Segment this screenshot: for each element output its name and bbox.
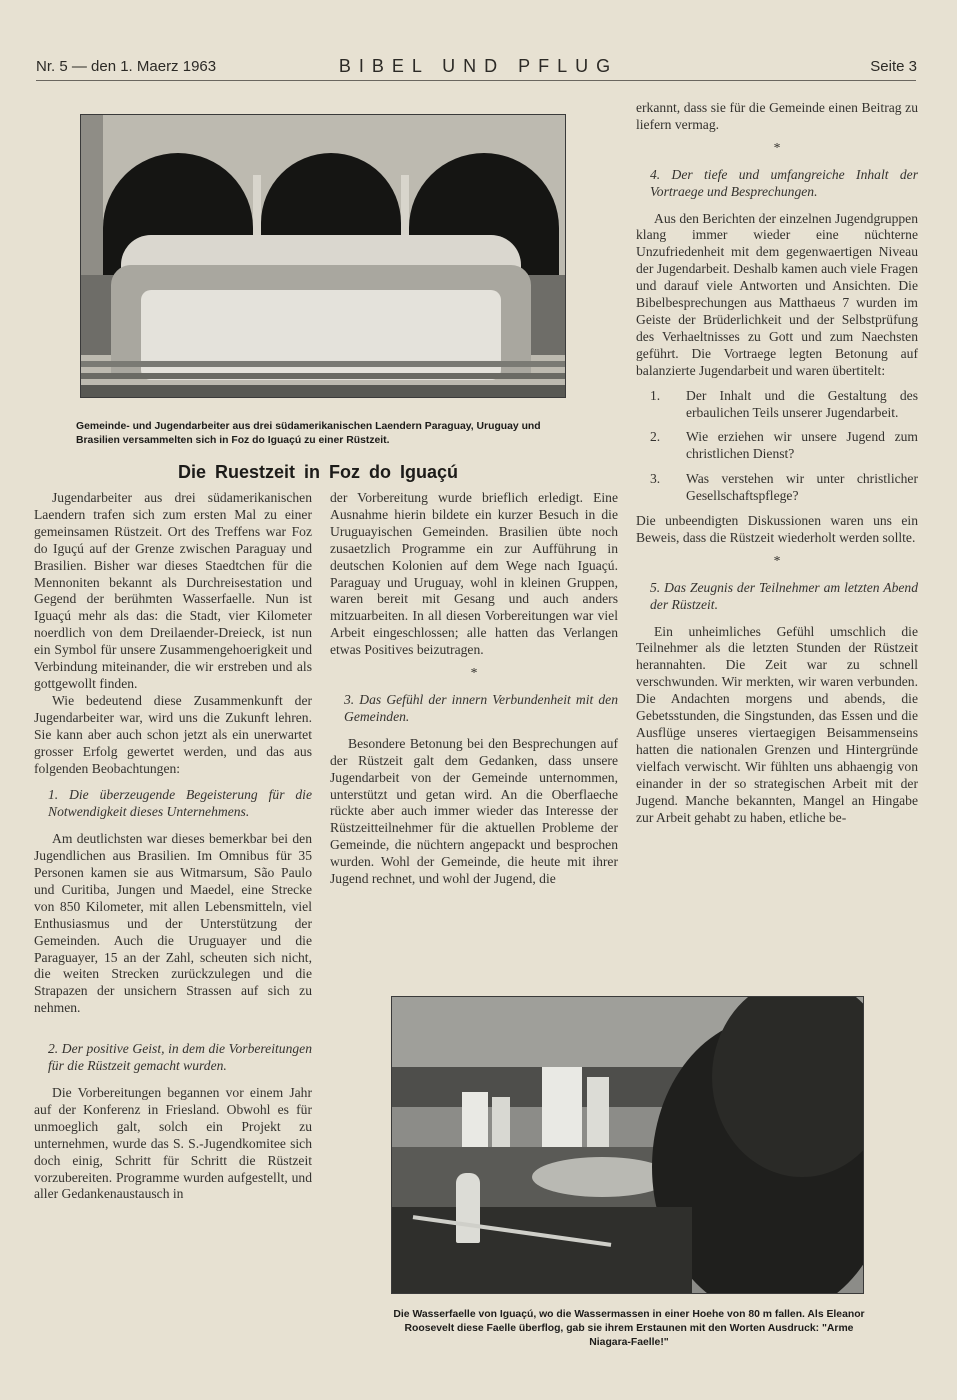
section-heading: 2. Der positive Geist, in dem die Vorbereitungen für die Rüstzeit gemacht wurden. [48, 1041, 312, 1074]
page-number: Seite 3 [870, 58, 917, 75]
paragraph: Die unbeendigten Diskussionen waren uns ein Beweis, dass die Rüstzeit wiederholt werden sollte. [636, 513, 918, 545]
separator-star: * [470, 665, 478, 681]
article-title: Die Ruestzeit in Foz do Iguaçú [178, 462, 459, 482]
article-column-3 [636, 100, 918, 826]
article-column-2 [330, 490, 618, 888]
lecture-list [636, 388, 918, 505]
publication-title: BIBEL UND PFLUG [338, 56, 619, 76]
list-item: 2. Wie erziehen wir unsere Jugend zum christlichen Dienst? [650, 429, 918, 462]
group-photo-caption: Gemeinde- und Jugendarbeiter aus drei südamerikanischen Laendern Paraguay, Uruguay und Brasilien versammelten sich in Foz do Iguaçú zu einer Rüstzeit. [76, 421, 541, 446]
section-heading: 1. Die überzeugende Begeisterung für die Notwendigkeit dieses Unternehmens. [48, 787, 312, 820]
paragraph: Ein unheimliches Gefühl umschlich die Teilnehmer als die letzten Stunden der Rüstzeit herannahten. Die Zeit war zu schnell verschwunden. Wir merkten, wir waren verbunden. Die Andachten morgens und abends, die Gebetsstunden, die Singstunden, das Essen und die Ausflüge unseres viertaegigen Beisammenseins hatten die nationalen Grenzen und Hintergründe vielfach verwischt. Wir fühlten uns abhaengig von einander in der so strategischen Arbeit mit der Jugend. Manche bekannten, Mangel an Hingabe zur Arbeit gehabt zu haben, etliche be- [636, 623, 918, 825]
paragraph: Besondere Betonung bei den Besprechungen auf der Rüstzeit galt dem Gedanken, dass unsere Jugendarbeit von der Gemeinde unternommen, unterstützt und getan wird. An die Oberflaeche rückte aber auch immer wieder das Interesse der Rüstzeitteilnehmer für die aktuellen Probleme der Gemeinde, die nüchtern angepackt und besprochen wurden. Wohl der Gemeinde, die heute mit ihrer Jugend rechnet, und wohl der Jugend, die [330, 735, 618, 887]
separator-star: * [773, 552, 781, 568]
paragraph: Jugendarbeiter aus drei südamerikanischen Laendern trafen sich zum ersten Mal zu einer gemeinsamen Rüstzeit. Ort des Treffens war Foz do Iguçú auf der Grenze zwischen Paraguay und Brasilien. Bisher war dieses Staedtchen für die Mennoniten bekannt als Durchreisestation und Gegend der berühmten Wasserfaelle. Nun ist Iguaçú mehr als das: die Stadt, vier Kilometer noerdlich von dem Dreilaender-Dreieck, ist nun ein Symbol für unsere Zusammengehoerigkeit und Verbindung miteinander, die wir erstreben und als gottgewollt finden. [34, 490, 312, 691]
issue-date: Nr. 5 — den 1. Maerz 1963 [36, 58, 217, 75]
paragraph: Wie bedeutend diese Zusammenkunft der Jugendarbeiter war, wird uns die Zukunft lehren. Sie kann aber auch schon jetzt als ein unerwartet grosser Erfolg gewertet werden, und das aus folgenden Beobachtungen: [34, 692, 312, 776]
paragraph: erkannt, dass sie für die Gemeinde einen Beitrag zu liefern vermag. [636, 100, 918, 132]
waterfall-photo [391, 996, 864, 1294]
paragraph: Die Vorbereitungen begannen vor einem Jahr auf der Konferenz in Friesland. Obwohl es für unmoeglich galt, solch ein Projekt zu unternehmen, wurde das S. S.-Jugendkomitee sich doch einig, Schritt für Schritt die Rüstzeit vorzubereiten. Programme wurden aufgestellt, und aller Gedankenaustausch in [34, 1085, 312, 1202]
list-item: 3. Was verstehen wir unter christlicher Gesellschaftspflege? [650, 471, 918, 504]
paragraph: Aus den Berichten der einzelnen Jugendgruppen klang immer wieder eine nüchterne Unzufriedenheit mit dem gegenwaertigen Niveau der Jugendarbeit. Deshalb kamen auch viele Fragen und darauf viele Antworten und Ansichten. Die Bibelbesprechungen aus Matthaeus 7 wurden im Geiste der Brüderlichkeit und der Selbstprüfung des Verhaeltnisses zu Gott und zum Naechsten geführt. Die Vortraege legten Betonung auf balanzierte Jugendarbeit und waren übertitelt: [636, 210, 918, 378]
section-heading: 3. Das Gefühl der innern Verbundenheit mit den Gemeinden. [344, 691, 618, 724]
group-photo [80, 114, 566, 398]
header-rule [36, 80, 916, 81]
article-column-1 [34, 490, 312, 1203]
list-item: 1. Der Inhalt und die Gestaltung des erbaulichen Teils unserer Jugendarbeit. [650, 387, 918, 420]
paragraph: Am deutlichsten war dieses bemerkbar bei den Jugendlichen aus Brasilien. Im Omnibus für 35 Personen kamen sie aus Witmarsum, São Paulo und Curitiba, Jungen und Maedel, eine Strecke von 850 Kilometer, mit allen Lebensmitteln, viel Enthusiasmus und der Unterstützung der Gemeinden. Auch die Uruguayer und die Paraguayer, 15 an der Zahl, scheuten sich nicht, die weiten Strecken zurückzulegen und die Strapazen der unsichern Strassen auf sich zu nehmen. [34, 831, 312, 1016]
section-heading: 4. Der tiefe und umfangreiche Inhalt der Vortraege und Besprechungen. [650, 166, 918, 199]
separator-star: * [773, 139, 781, 155]
section-heading: 5. Das Zeugnis der Teilnehmer am letzten Abend der Rüstzeit. [650, 579, 918, 612]
paragraph: der Vorbereitung wurde brieflich erledigt. Eine Ausnahme hierin bildete ein kurzer Besuch in die Uruguayischen Gemeinden. Brasilien übte noch zusaetzlich Programme ein zur Aufführung in deutschen Kolonien auf dem Wege nach Iguaçú. Paraguay und Uruguay, wohl in kleinen Gruppen, waren bereit mit Gesang und auch anders mitzuarbeiten. In all diesen Vorbereitungen war viel Arbeit eingeschlossen; alle hatten das Verlangen etwas Positives beizutragen. [330, 490, 618, 658]
waterfall-photo-caption: Die Wasserfaelle von Iguaçú, wo die Wassermassen in einer Hoehe von 80 m fallen. Als Eleanor Roosevelt diese Faelle überflog, gab sie ihrem Erstaunen mit den Worten Ausdruck: "Arme Niagara-Faelle!" [393, 1309, 865, 1348]
